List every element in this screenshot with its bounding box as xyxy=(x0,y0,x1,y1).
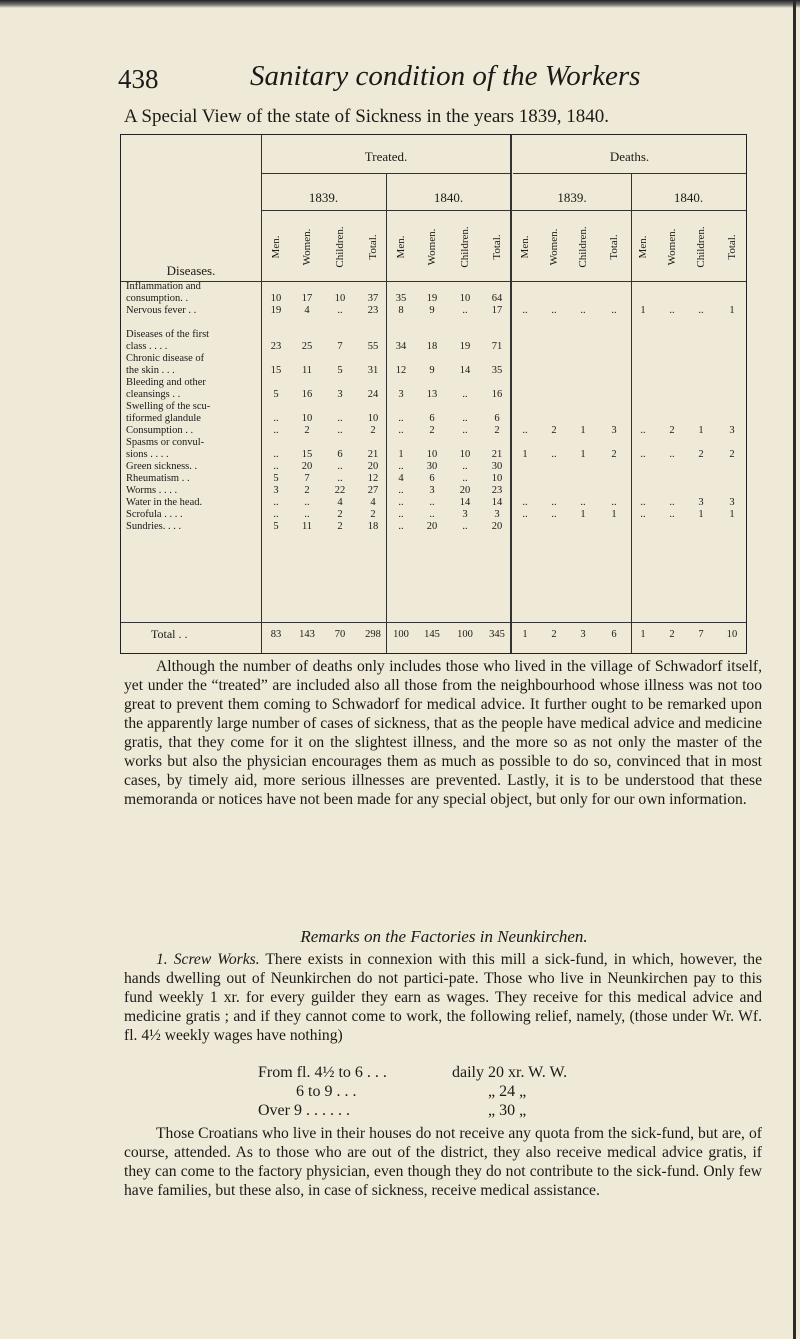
table-cell: 6 xyxy=(494,413,500,425)
disease-label xyxy=(126,305,196,317)
table-cell: 17 xyxy=(491,305,503,316)
table-cell: 6 xyxy=(429,413,435,425)
table-cell: 21 xyxy=(491,449,503,461)
table-cell: 4 xyxy=(398,473,404,484)
sub-header: Men. xyxy=(395,235,407,259)
total-cell: 100 xyxy=(393,629,409,640)
table-cell: 1 xyxy=(398,449,404,461)
table-cell: 2 xyxy=(551,425,557,436)
screw-works-label: 1. Screw Works. xyxy=(156,951,260,968)
disease-label-line: Chronic disease of xyxy=(126,353,205,364)
total-cell: 3 xyxy=(580,629,586,640)
table-cell: 20 xyxy=(491,521,503,532)
table-cell: 4 xyxy=(337,497,343,508)
table-cell: 6 xyxy=(429,473,435,484)
sickness-table xyxy=(120,134,747,654)
sub-header: Children. xyxy=(459,226,471,268)
table-cell: 2 xyxy=(370,509,376,520)
table-cell: 23 xyxy=(491,485,503,496)
deaths-1839-header: 1839. xyxy=(557,190,587,205)
table-cell: 7 xyxy=(337,341,343,353)
table-cell: .. xyxy=(462,389,468,401)
table-cell: 2 xyxy=(729,449,735,461)
total-cell: 6 xyxy=(611,629,617,640)
total-cell: 2 xyxy=(669,629,675,640)
table-cell: .. xyxy=(273,461,279,472)
table-cell: .. xyxy=(611,497,617,508)
disease-label-line: Consumption . . xyxy=(126,425,194,436)
sub-header: Total. xyxy=(608,234,620,260)
table-cell: 4 xyxy=(370,497,376,508)
table-cell: 11 xyxy=(301,365,313,377)
table-cell: 20 xyxy=(426,521,438,532)
total-cell: 100 xyxy=(457,629,473,640)
table-cell: .. xyxy=(640,497,646,508)
table-cell: 3 xyxy=(729,497,735,508)
table-cell: .. xyxy=(551,497,557,508)
sub-header: Total. xyxy=(491,234,503,260)
disease-label xyxy=(126,281,201,305)
disease-label-line: sions . . . . xyxy=(126,449,169,461)
disease-label xyxy=(126,425,193,437)
table-cell: 3 xyxy=(273,485,279,496)
total-cell: 10 xyxy=(726,629,738,640)
table-cell: 1 xyxy=(580,449,586,461)
table-cell: 10 xyxy=(459,449,471,461)
table-cell: 12 xyxy=(395,365,407,377)
table-cell: 5 xyxy=(337,365,343,377)
table-cell: 2 xyxy=(494,425,500,436)
total-cell: 345 xyxy=(489,629,505,640)
sub-header: Total. xyxy=(726,234,738,260)
table-cell: 23 xyxy=(367,305,379,316)
total-cell: 143 xyxy=(299,629,315,640)
disease-label-line: Green sickness. . xyxy=(126,461,198,472)
table-cell: 25 xyxy=(301,341,313,353)
table-cell: .. xyxy=(462,461,468,472)
table-cell: 7 xyxy=(304,473,310,484)
table-cell: 3 xyxy=(429,485,435,496)
table-cell: 10 xyxy=(491,473,503,484)
table-cell: 1 xyxy=(729,305,735,316)
disease-label xyxy=(126,353,204,377)
table-cell: .. xyxy=(522,305,528,316)
table-cell: 55 xyxy=(367,341,379,353)
table-cell: .. xyxy=(698,305,704,316)
table-cell: .. xyxy=(273,413,279,425)
total-cell: 70 xyxy=(334,629,346,640)
table-cell: .. xyxy=(462,425,468,436)
table-cell: 22 xyxy=(334,485,346,496)
table-cell: .. xyxy=(580,497,586,508)
table-cell: .. xyxy=(611,305,617,316)
table-cell: 20 xyxy=(459,485,471,496)
table-cell: 1 xyxy=(580,425,586,436)
table-cell: 19 xyxy=(270,305,282,316)
table-cell: .. xyxy=(398,509,404,520)
table-cell: 3 xyxy=(337,389,343,401)
sub-header: Men. xyxy=(637,235,649,259)
table-cell: .. xyxy=(640,509,646,520)
sub-header: Women. xyxy=(666,228,678,266)
disease-label-line: consumption. . xyxy=(126,293,189,305)
sub-header: Women. xyxy=(301,228,313,266)
table-cell: .. xyxy=(398,413,404,425)
table-cell: 30 xyxy=(491,461,503,472)
table-cell: .. xyxy=(669,509,675,520)
paragraph-screw-works xyxy=(124,950,762,1045)
table-cell: .. xyxy=(462,521,468,532)
page-number: 438 xyxy=(118,64,159,94)
table-cell: 20 xyxy=(367,461,379,472)
wage-row-1-range: From fl. 4½ to 6 . . . xyxy=(258,1064,387,1081)
total-cell: 1 xyxy=(640,629,646,640)
table-cell: 2 xyxy=(698,449,704,461)
table-cell: 10 xyxy=(367,413,379,425)
table-cell: 17 xyxy=(301,293,313,305)
table-cell: 2 xyxy=(669,425,675,436)
table-cell: 24 xyxy=(367,389,379,401)
disease-label-line: cleansings . . xyxy=(126,389,181,401)
disease-label-line: Nervous fever . . xyxy=(126,305,197,316)
deaths-1840-header: 1840. xyxy=(673,190,704,205)
table-cell: 4 xyxy=(304,305,310,316)
total-cell: 2 xyxy=(551,629,557,640)
table-cell: 35 xyxy=(395,293,407,305)
sub-header: Men. xyxy=(270,235,282,259)
total-label: Total . . xyxy=(151,627,188,641)
table-cell: 10 xyxy=(301,413,313,425)
table-cell: 5 xyxy=(273,389,279,401)
disease-label xyxy=(126,329,209,353)
table-cell: .. xyxy=(398,461,404,472)
table-cell: .. xyxy=(522,497,528,508)
sub-header: Children. xyxy=(695,226,707,268)
binding-edge xyxy=(793,0,796,1339)
table-cell: 3 xyxy=(698,497,704,508)
table-cell: .. xyxy=(522,509,528,520)
disease-label-line: Spasms or convul- xyxy=(126,437,205,448)
table-title: A Special View of the state of Sickness in the years 1839, 1840. xyxy=(124,106,610,127)
table-cell: .. xyxy=(429,509,435,520)
table-cell: .. xyxy=(398,485,404,496)
table-cell: 3 xyxy=(462,509,468,520)
table-cell: .. xyxy=(551,305,557,316)
table-cell: 15 xyxy=(301,449,313,461)
disease-label xyxy=(126,473,190,485)
table-cell: 10 xyxy=(270,293,282,305)
disease-label xyxy=(126,521,181,533)
table-cell: 37 xyxy=(367,293,379,305)
total-cell: 83 xyxy=(270,629,282,640)
table-cell: 11 xyxy=(301,521,313,532)
disease-label xyxy=(126,377,206,401)
disease-label xyxy=(126,485,177,497)
running-head: Sanitary condition of the Workers xyxy=(250,60,641,92)
table-cell: 3 xyxy=(611,425,617,436)
total-cell: 7 xyxy=(698,629,704,640)
table-cell: 2 xyxy=(304,425,310,436)
table-cell: .. xyxy=(337,305,343,316)
table-cell: .. xyxy=(337,413,343,425)
table-cell: .. xyxy=(429,497,435,508)
disease-label-line: the skin . . . xyxy=(126,365,175,377)
table-cell: .. xyxy=(640,425,646,436)
table-cell: 1 xyxy=(698,425,704,436)
table-cell: .. xyxy=(462,473,468,484)
table-cell: 23 xyxy=(270,341,282,353)
page-edge-scrap xyxy=(0,0,800,8)
table-cell: 9 xyxy=(429,305,435,316)
table-cell: 35 xyxy=(491,365,503,377)
table-cell: 27 xyxy=(367,485,379,496)
sub-header: Children. xyxy=(334,226,346,268)
table-cell: 19 xyxy=(459,341,471,353)
disease-label xyxy=(126,437,204,461)
table-cell: 10 xyxy=(334,293,346,305)
table-cell: 30 xyxy=(426,461,438,472)
diseases-header: Diseases. xyxy=(166,263,216,278)
table-cell: 16 xyxy=(301,389,313,401)
table-cell: 2 xyxy=(304,485,310,496)
table-cell: 31 xyxy=(367,365,379,377)
table-cell: .. xyxy=(522,425,528,436)
table-cell: .. xyxy=(398,521,404,532)
paragraph-croatians: Those Croatians who live in their houses do not receive any quota from the sick-fund, but are, of course, attended. As to those who are out of the district, they also receive medical advice gratis, if they can come to the factory physician, even though they do not contribute to the sick-fund. Only few have families, but these also, in case of sickness, receive medical assistance. xyxy=(124,1125,762,1199)
treated-1840-header: 1840. xyxy=(433,190,464,205)
table-cell: 21 xyxy=(367,449,379,461)
table-cell: 8 xyxy=(398,305,404,316)
wage-row-2-rate: „ 24 „ xyxy=(488,1083,527,1100)
remarks-heading: Remarks on the Factories in Neunkirchen. xyxy=(300,927,588,946)
table-cell: .. xyxy=(273,509,279,520)
table-cell: .. xyxy=(551,449,557,461)
table-cell: 1 xyxy=(729,509,735,520)
table-cell: .. xyxy=(398,425,404,436)
table-cell: .. xyxy=(580,305,586,316)
disease-label-line: tiformed glandule xyxy=(126,413,201,425)
total-cell: 298 xyxy=(365,629,381,640)
treated-1839-header: 1839. xyxy=(308,190,339,205)
wage-row-1-rate: daily 20 xr. W. W. xyxy=(452,1064,568,1081)
table-cell: .. xyxy=(337,473,343,484)
table-cell: .. xyxy=(640,449,646,461)
sub-header: Women. xyxy=(426,228,438,266)
table-cell: 19 xyxy=(426,293,438,305)
disease-label xyxy=(126,509,183,521)
screw-works-text: There exists in connexion with this mill a sick-fund, in which, however, the hands dwelling out of Neunkirchen do not partici-pate. Those who live in Neunkirchen pay to this fund weekly 1 xr. for every guilder they earn as wages. They receive for this medical advice and medicine gratis ; and if they cannot come to work, the following relief, namely, (those under Wr. Wf. fl. 4½ weekly wages have nothing) xyxy=(124,951,762,1044)
table-cell: 71 xyxy=(491,341,503,353)
table-cell: 5 xyxy=(273,521,279,532)
total-cell: 1 xyxy=(522,629,528,640)
table-cell: .. xyxy=(273,497,279,508)
table-cell: 18 xyxy=(426,341,438,353)
table-cell: .. xyxy=(669,305,675,316)
table-cell: 1 xyxy=(580,509,586,520)
disease-label-line: Swelling of the scu- xyxy=(126,401,211,412)
disease-label xyxy=(126,497,202,509)
wage-row-3-rate: „ 30 „ xyxy=(488,1102,527,1119)
disease-label xyxy=(126,461,197,473)
disease-label-line: Diseases of the first xyxy=(126,329,210,340)
table-cell: 1 xyxy=(611,509,617,520)
table-cell: 1 xyxy=(698,509,704,520)
disease-label-line: Rheumatism . . xyxy=(126,473,190,484)
table-cell: 6 xyxy=(337,449,343,461)
table-cell: .. xyxy=(669,449,675,461)
total-cell: 145 xyxy=(424,629,440,640)
table-cell: .. xyxy=(304,509,310,520)
table-cell: .. xyxy=(462,305,468,316)
table-cell: 2 xyxy=(370,425,376,436)
table-cell: 5 xyxy=(273,473,279,484)
table-cell: 18 xyxy=(367,521,379,532)
table-cell: 10 xyxy=(426,449,438,461)
table-cell: .. xyxy=(337,425,343,436)
table-cell: 2 xyxy=(337,521,343,532)
table-cell: 3 xyxy=(494,509,500,520)
disease-label xyxy=(126,401,210,425)
table-cell: 64 xyxy=(491,293,503,305)
table-cell: 20 xyxy=(301,461,313,472)
table-cell: .. xyxy=(398,497,404,508)
wage-row-3-range: Over 9 . . . . . . xyxy=(258,1102,350,1119)
table-cell: 34 xyxy=(395,341,407,353)
table-cell: 14 xyxy=(491,497,503,508)
table-cell: 15 xyxy=(270,365,282,377)
table-cell: 13 xyxy=(426,389,438,401)
table-cell: .. xyxy=(551,509,557,520)
table-cell: 14 xyxy=(459,497,471,508)
wage-row-2-range: 6 to 9 . . . xyxy=(296,1083,357,1100)
table-cell: 10 xyxy=(459,293,471,305)
paragraph-deaths-note: Although the number of deaths only includes those who lived in the village of Schwadorf itself, yet under the “treated” are included also all those from the neighbourhood whose illness was not too great to prevent them coming to Schwadorf for medical advice. It further ought to be remarked upon the apparently large number of cases of sickness, that as the people have medical advice and medicine gratis, that they come for it on the slightest illness, and the more so as not only the master of the works but also the physician encourages them as much as possible to do so, convinced that in most cases, by timely aid, more serious illnesses are prevented. Lastly, it is to be understood that these memoranda or notices have not been made for any special object, but only for our own information. xyxy=(124,658,762,808)
disease-label-line: Sundries. . . . xyxy=(126,521,182,532)
disease-label-line: Bleeding and other xyxy=(126,377,206,388)
table-cell: 2 xyxy=(429,425,435,436)
deaths-header: Deaths. xyxy=(609,149,650,164)
table-cell: .. xyxy=(304,497,310,508)
sub-header: Men. xyxy=(519,235,531,259)
table-cell: 2 xyxy=(337,509,343,520)
disease-label-line: class . . . . xyxy=(126,341,168,353)
table-cell: 9 xyxy=(429,365,435,377)
disease-label-line: Scrofula . . . . xyxy=(126,509,183,520)
table-cell: .. xyxy=(273,425,279,436)
table-cell: .. xyxy=(462,413,468,425)
table-cell: 1 xyxy=(640,305,646,316)
table-cell: 3 xyxy=(729,425,735,436)
sub-header: Total. xyxy=(367,234,379,260)
disease-label-line: Worms . . . . xyxy=(126,485,178,496)
table-cell: 12 xyxy=(367,473,379,484)
table-cell: 2 xyxy=(611,449,617,461)
disease-label-line: Inflammation and xyxy=(126,281,201,292)
table-cell: .. xyxy=(273,449,279,461)
disease-label-line: Water in the head. xyxy=(126,497,203,508)
table-cell: 3 xyxy=(398,389,404,401)
table-cell: .. xyxy=(669,497,675,508)
sub-header: Children. xyxy=(577,226,589,268)
sub-header: Women. xyxy=(548,228,560,266)
table-cell: 1 xyxy=(522,449,528,461)
table-cell: 14 xyxy=(459,365,471,377)
table-cell: 16 xyxy=(491,389,503,401)
treated-header: Treated. xyxy=(364,149,408,164)
table-cell: .. xyxy=(337,461,343,472)
